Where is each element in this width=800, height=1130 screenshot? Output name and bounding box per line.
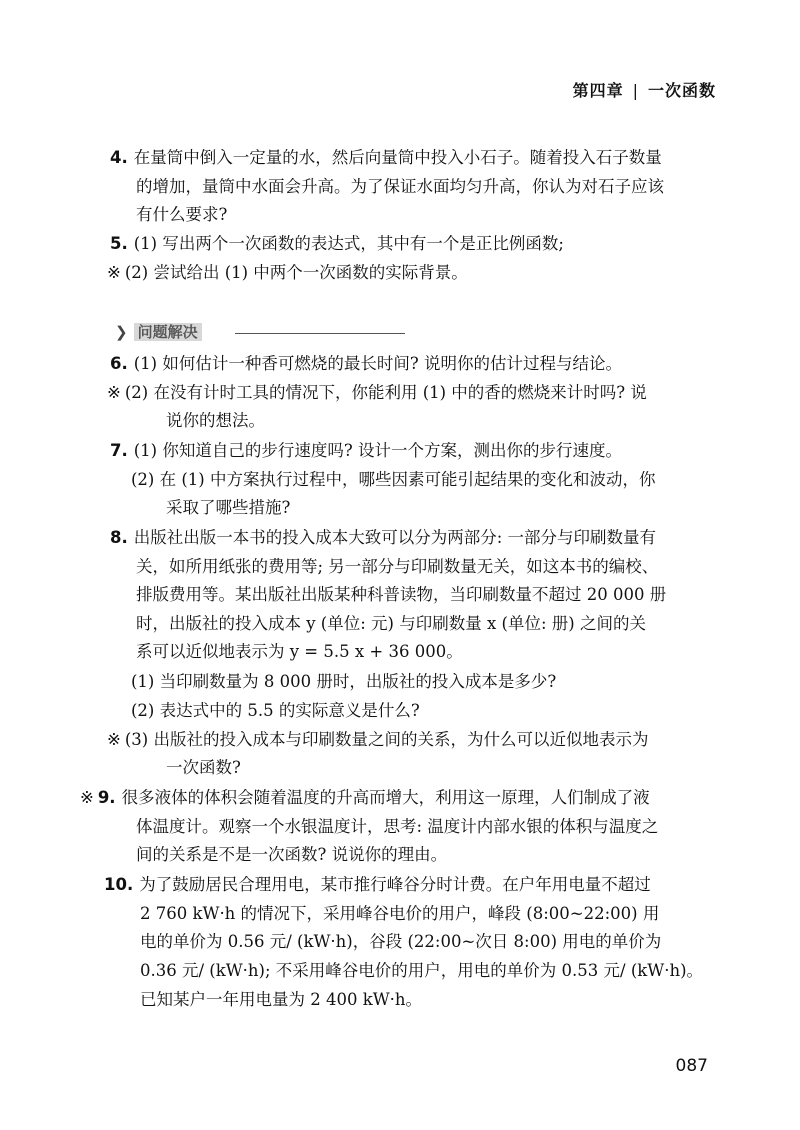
chapter-title: 一次函数: [647, 81, 716, 100]
exercise-line: [140, 960, 703, 982]
exercise-line: [166, 497, 290, 519]
exercise-line: [136, 816, 658, 838]
exercise-number: 6.: [110, 354, 128, 373]
exercise-number: 8.: [110, 528, 128, 547]
section-title: 问题解决: [134, 323, 202, 341]
exercise-text: 已知某户一年用电量为 2 400 kW·h。: [140, 990, 423, 1009]
exercise-text: 体温度计。观察一个水银温度计，思考: 温度计内部水银的体积与温度之: [136, 817, 659, 836]
optional-mark: ※: [80, 788, 94, 807]
exercise-text: 电的单价为 0.56 元/ (kW·h)，谷段 (22:00~次日 8:00) 用电的单价为: [140, 932, 662, 951]
exercise-line: [136, 556, 658, 578]
section-heading: [115, 321, 415, 345]
exercise-line: [107, 382, 647, 404]
exercise-line: [136, 641, 463, 663]
exercise-text: (2) 在没有计时工具的情况下，你能利用 (1) 中的香的燃烧来计时吗? 说: [124, 383, 647, 402]
header-separator: |: [632, 81, 639, 100]
exercise-line: [107, 729, 648, 751]
exercise-text: 的增加，量筒中水面会升高。为了保证水面均匀升高，你认为对石子应该: [136, 177, 664, 196]
exercise-text: 很多液体的体积会随着温度的升高而增大，利用这一原理，人们制成了液: [121, 788, 650, 807]
exercise-text: (1) 如何估计一种香可燃烧的最长时间? 说明你的估计过程与结论。: [133, 354, 622, 373]
exercise-text: 采取了哪些措施?: [166, 498, 291, 517]
exercise-line: [104, 874, 651, 896]
exercise-text: 出版社出版一本书的投入成本大致可以分为两部分: 一部分与印刷数量有: [133, 528, 657, 547]
exercise-text: 时，出版社的投入成本 y (单位: 元) 与印刷数量 x (单位: 册) 之间的关: [136, 614, 646, 633]
exercise-line: [110, 527, 656, 549]
section-divider: [235, 333, 405, 334]
exercise-number: 10.: [104, 875, 134, 894]
exercise-line: [107, 262, 468, 284]
exercise-line: [131, 700, 420, 722]
exercise-line: [136, 176, 664, 198]
exercise-text: (1) 当印刷数量为 8 000 册时，出版社的投入成本是多少?: [131, 672, 557, 691]
exercise-line: [80, 787, 650, 809]
exercise-line: [166, 757, 241, 779]
exercise-line: [110, 353, 622, 375]
exercise-number: 4.: [110, 148, 128, 167]
chapter-header: [573, 78, 716, 101]
exercise-text: (3) 出版社的投入成本与印刷数量之间的关系，为什么可以近似地表示为: [124, 730, 649, 749]
exercise-text: (2) 表达式中的 5.5 的实际意义是什么?: [131, 701, 420, 720]
optional-mark: ※: [107, 263, 121, 282]
exercise-text: 有什么要求?: [136, 205, 228, 224]
exercise-text: (1) 写出两个一次函数的表达式，其中有一个是正比例函数;: [133, 234, 564, 253]
exercise-line: [136, 584, 666, 606]
exercise-number: 5.: [110, 234, 128, 253]
exercise-text: 2 760 kW·h 的情况下，采用峰谷电价的用户，峰段 (8:00~22:00) 用: [140, 904, 660, 923]
exercise-text: 关，如所用纸张的费用等; 另一部分与印刷数量无关，如这本书的编校、: [136, 557, 659, 576]
optional-mark: ※: [107, 730, 121, 749]
exercise-text: (2) 尝试给出 (1) 中两个一次函数的实际背景。: [124, 263, 468, 282]
exercise-text: 说你的想法。: [166, 411, 265, 430]
exercise-text: 间的关系是不是一次函数? 说说你的理由。: [136, 845, 448, 864]
exercise-line: [140, 989, 422, 1011]
exercise-line: [136, 844, 447, 866]
optional-mark: ※: [107, 383, 121, 402]
chapter-label: 第四章: [572, 81, 624, 100]
exercise-text: (1) 你知道自己的步行速度吗? 设计一个方案，测出你的步行速度。: [133, 441, 622, 460]
exercise-line: [110, 440, 622, 462]
exercise-line: [110, 147, 662, 169]
exercise-line: [140, 903, 659, 925]
exercise-line: [131, 671, 556, 693]
exercise-line: [166, 410, 265, 432]
exercise-text: 在量筒中倒入一定量的水，然后向量筒中投入小石子。随着投入石子数量: [133, 148, 662, 167]
exercise-text: 为了鼓励居民合理用电，某市推行峰谷分时计费。在户年用电量不超过: [139, 875, 651, 894]
exercise-number: 7.: [110, 441, 128, 460]
chevron-right-icon: ❯: [115, 323, 128, 341]
exercise-text: 系可以近似地表示为 y = 5.5 x + 36 000。: [136, 642, 463, 661]
exercise-text: 排版费用等。某出版社出版某种科普读物，当印刷数量不超过 20 000 册: [136, 585, 667, 604]
page-number: 087: [675, 1056, 708, 1076]
exercise-line: [140, 931, 661, 953]
exercise-text: (2) 在 (1) 中方案执行过程中，哪些因素可能引起结果的变化和波动，你: [131, 470, 656, 489]
exercise-text: 一次函数?: [166, 758, 241, 777]
exercise-line: [110, 233, 564, 255]
exercise-line: [136, 204, 227, 226]
exercise-text: 0.36 元/ (kW·h); 不采用峰谷电价的用户，用电的单价为 0.53 元/ (kW·h)。: [140, 961, 704, 980]
exercise-number: 9.: [97, 788, 116, 807]
exercise-line: [131, 469, 655, 491]
exercise-line: [136, 613, 646, 635]
